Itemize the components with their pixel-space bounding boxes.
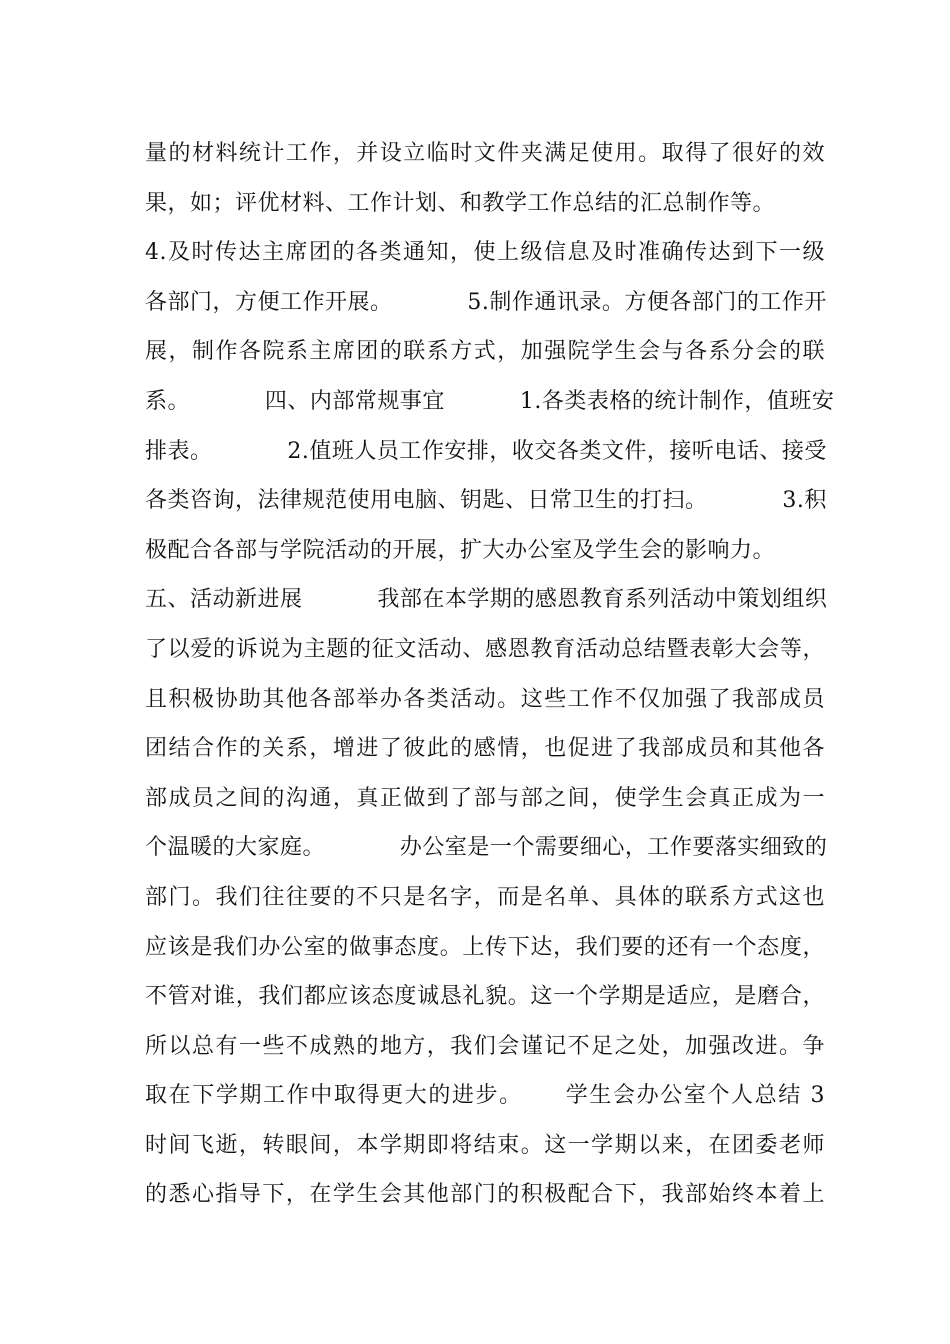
text-line: 各类咨询，法律规范使用电脑、钥匙、日常卫生的打扫。 3.积: [145, 488, 827, 514]
text-line: 部门。我们往往要的不只是名字，而是名单、具体的联系方式这也: [145, 884, 825, 910]
text-line: 排表。 2.值班人员工作安排，收交各类文件，接听电话、接受: [145, 438, 827, 464]
text-line: 极配合各部与学院活动的开展，扩大办公室及学生会的影响力。: [145, 537, 776, 563]
text-line: 不管对谁，我们都应该态度诚恳礼貌。这一个学期是适应，是磨合，: [145, 984, 825, 1010]
text-line: 4.及时传达主席团的各类通知，使上级信息及时准确传达到下一级: [145, 240, 825, 266]
body-text: [145, 129, 835, 1220]
text-line: 展，制作各院系主席团的联系方式，加强院学生会与各系分会的联: [145, 339, 825, 365]
text-line: 了以爱的诉说为主题的征文活动、感恩教育活动总结暨表彰大会等，: [145, 636, 825, 662]
text-line: 团结合作的关系，增进了彼此的感情，也促进了我部成员和其他各: [145, 736, 825, 762]
text-line: 取在下学期工作中取得更大的进步。 学生会办公室个人总结 3: [145, 1083, 825, 1109]
text-line: 各部门，方便工作开展。 5.制作通讯录。方便各部门的工作开: [145, 289, 827, 315]
text-line: 所以总有一些不成熟的地方，我们会谨记不足之处，加强改进。争: [145, 1033, 825, 1059]
text-line: 果，如；评优材料、工作计划、和教学工作总结的汇总制作等。: [145, 190, 776, 216]
text-line: 个温暖的大家庭。 办公室是一个需要细心，工作要落实细致的: [145, 835, 828, 861]
text-line: 量的材料统计工作，并设立临时文件夹满足使用。取得了很好的效: [145, 141, 825, 166]
text-line: 五、活动新进展 我部在本学期的感恩教育系列活动中策划组织: [145, 587, 828, 613]
text-line: 应该是我们办公室的做事态度。上传下达，我们要的还有一个态度，: [145, 934, 825, 960]
text-line: 部成员之间的沟通，真正做到了部与部之间，使学生会真正成为一: [145, 785, 825, 811]
text-line: 时间飞逝，转眼间，本学期即将结束。这一学期以来，在团委老师: [145, 1132, 825, 1158]
text-line: 的悉心指导下，在学生会其他部门的积极配合下，我部始终本着上: [145, 1182, 825, 1208]
text-line: 且积极协助其他各部举办各类活动。这些工作不仅加强了我部成员: [145, 686, 825, 712]
text-line: 系。 四、内部常规事宜 1.各类表格的统计制作，值班安: [145, 388, 835, 414]
